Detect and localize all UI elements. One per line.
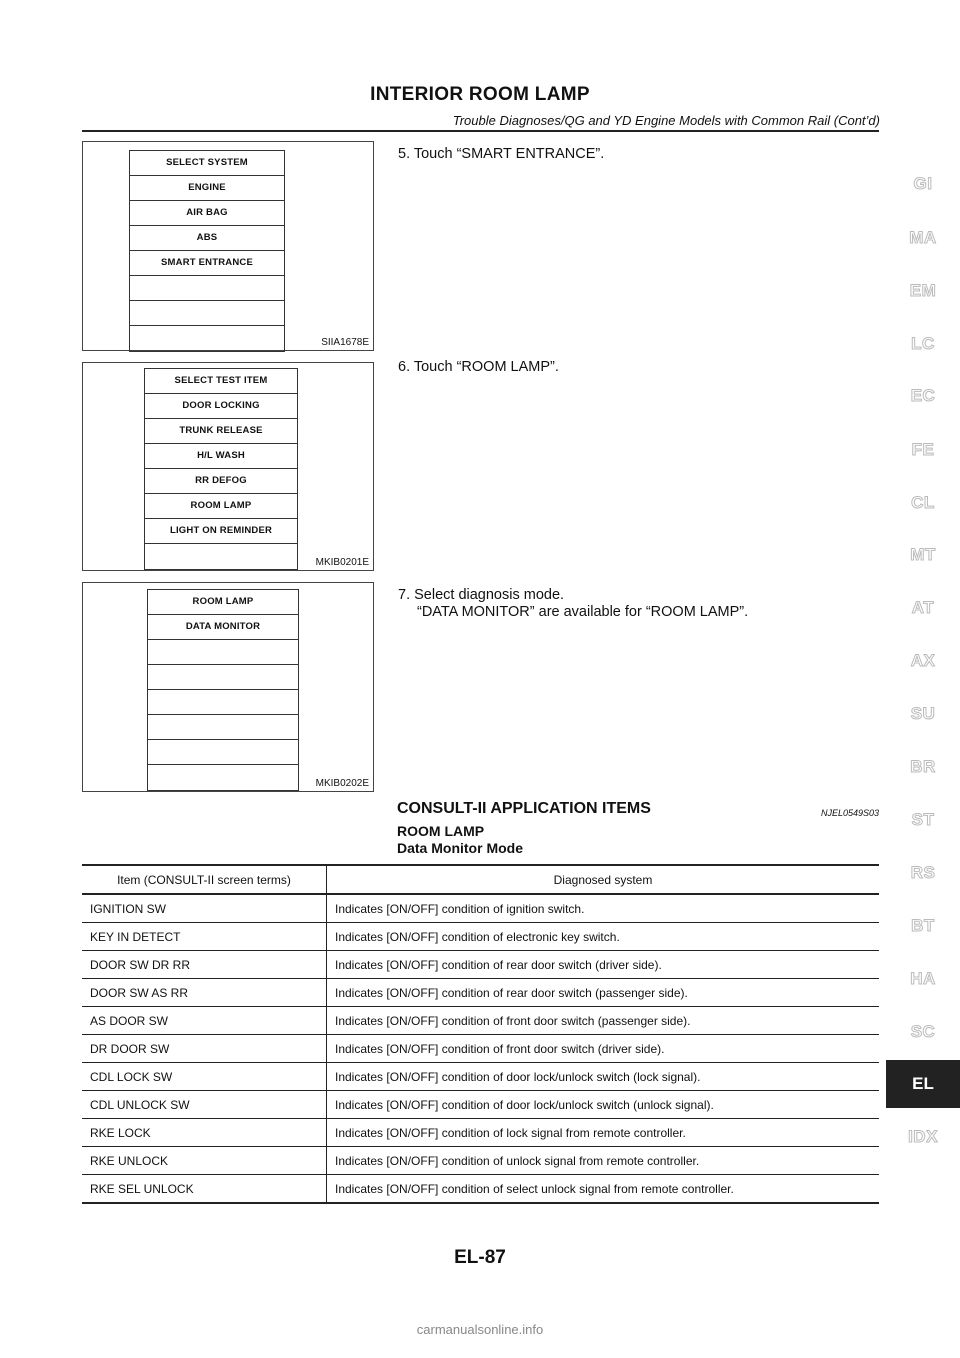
section-subtitle-mode: Data Monitor Mode: [397, 840, 523, 856]
consult-screen: [147, 589, 299, 791]
item-cell: DOOR SW DR RR: [82, 951, 327, 979]
screen-header: SELECT SYSTEM: [130, 151, 284, 176]
item-cell: RKE LOCK: [82, 1119, 327, 1147]
consult-screen: [129, 150, 285, 352]
table-row: [82, 1147, 879, 1175]
description-cell: Indicates [ON/OFF] condition of front door switch (driver side).: [327, 1035, 880, 1063]
screen-row: [130, 276, 284, 301]
screen-row: RR DEFOG: [145, 469, 297, 494]
item-cell: IGNITION SW: [82, 894, 327, 923]
screen-row: AIR BAG: [130, 201, 284, 226]
screen-row: [148, 765, 298, 790]
side-tab-st[interactable]: ST: [911, 810, 935, 829]
page-title: INTERIOR ROOM LAMP: [370, 84, 590, 105]
side-tab-fe[interactable]: FE: [911, 440, 935, 459]
side-tab-ma[interactable]: MA: [909, 228, 937, 247]
side-tab-gi[interactable]: GI: [913, 174, 933, 193]
side-tab-at[interactable]: AT: [911, 598, 935, 617]
screen-header: SELECT TEST ITEM: [145, 369, 297, 394]
description-cell: Indicates [ON/OFF] condition of front door switch (passenger side).: [327, 1007, 880, 1035]
watermark: carmanualsonline.info: [416, 1322, 544, 1337]
description-cell: Indicates [ON/OFF] condition of rear door switch (passenger side).: [327, 979, 880, 1007]
section-subtitle: ROOM LAMP: [397, 823, 485, 839]
side-tab-br[interactable]: BR: [910, 757, 936, 776]
table-row: [82, 1035, 879, 1063]
table-row: [82, 1007, 879, 1035]
figure-code: MKIB0202E: [315, 778, 369, 789]
description-cell: Indicates [ON/OFF] condition of electronic key switch.: [327, 923, 880, 951]
side-tab-sc[interactable]: SC: [910, 1022, 936, 1041]
side-tab-su[interactable]: SU: [910, 704, 936, 723]
figure-code: SIIA1678E: [321, 337, 369, 348]
description-cell: Indicates [ON/OFF] condition of door lock/unlock switch (lock signal).: [327, 1063, 880, 1091]
figure-select-system: [82, 141, 374, 351]
table-row: [82, 1119, 879, 1147]
side-tab-ha[interactable]: HA: [910, 969, 936, 988]
table-header-row: [82, 865, 879, 894]
consult-screen: [144, 368, 298, 570]
side-tab-mt[interactable]: MT: [910, 545, 936, 564]
item-cell: CDL UNLOCK SW: [82, 1091, 327, 1119]
table-row: [82, 951, 879, 979]
screen-row: ENGINE: [130, 176, 284, 201]
screen-row: DATA MONITOR: [148, 615, 298, 640]
screen-row: [148, 640, 298, 665]
page-subtitle: Trouble Diagnoses/QG and YD Engine Models with Common Rail (Cont’d): [452, 113, 880, 128]
step-5: 5. Touch “SMART ENTRANCE”.: [398, 146, 605, 162]
column-header-system: Diagnosed system: [327, 865, 880, 894]
item-cell: KEY IN DETECT: [82, 923, 327, 951]
table-row: [82, 979, 879, 1007]
screen-row: TRUNK RELEASE: [145, 419, 297, 444]
step-7: [398, 587, 748, 620]
header-divider: [82, 130, 879, 132]
step-7-text: 7. Select diagnosis mode.: [398, 587, 565, 603]
item-cell: AS DOOR SW: [82, 1007, 327, 1035]
screen-row: [148, 715, 298, 740]
side-tab-bt[interactable]: BT: [911, 916, 935, 935]
description-cell: Indicates [ON/OFF] condition of select unlock signal from remote controller.: [327, 1175, 880, 1204]
screen-row: ABS: [130, 226, 284, 251]
side-tab-ec[interactable]: EC: [910, 386, 936, 405]
side-tab-el-active[interactable]: EL: [886, 1060, 960, 1108]
item-cell: DOOR SW AS RR: [82, 979, 327, 1007]
figure-room-lamp-mode: [82, 582, 374, 792]
figure-code: MKIB0201E: [315, 557, 369, 568]
description-cell: Indicates [ON/OFF] condition of ignition switch.: [327, 894, 880, 923]
description-cell: Indicates [ON/OFF] condition of lock signal from remote controller.: [327, 1119, 880, 1147]
column-header-item: Item (CONSULT-II screen terms): [82, 865, 327, 894]
page-number: EL-87: [454, 1247, 506, 1268]
figure-select-test-item: [82, 362, 374, 571]
screen-header: ROOM LAMP: [148, 590, 298, 615]
side-tab-rs[interactable]: RS: [910, 863, 936, 882]
screen-row: DOOR LOCKING: [145, 394, 297, 419]
side-tab-idx[interactable]: IDX: [908, 1127, 938, 1146]
table-row: [82, 894, 879, 923]
section-title: CONSULT-II APPLICATION ITEMS: [397, 800, 651, 817]
description-cell: Indicates [ON/OFF] condition of rear door switch (driver side).: [327, 951, 880, 979]
data-monitor-table: [82, 864, 879, 1204]
screen-row: SMART ENTRANCE: [130, 251, 284, 276]
section-reference-code: NJEL0549S03: [820, 808, 879, 818]
screen-row: H/L WASH: [145, 444, 297, 469]
screen-row: [148, 665, 298, 690]
screen-row: [130, 326, 284, 351]
side-tab-lc[interactable]: LC: [911, 334, 935, 353]
item-cell: RKE UNLOCK: [82, 1147, 327, 1175]
description-cell: Indicates [ON/OFF] condition of door lock/unlock switch (unlock signal).: [327, 1091, 880, 1119]
screen-row: [148, 690, 298, 715]
step-7-note: “DATA MONITOR” are available for “ROOM LAMP”.: [417, 604, 749, 620]
side-tab-ax[interactable]: AX: [910, 651, 936, 670]
screen-row: [130, 301, 284, 326]
table-row: [82, 1063, 879, 1091]
table-row: [82, 1175, 879, 1204]
side-tab-em[interactable]: EM: [909, 281, 937, 300]
screen-row: LIGHT ON REMINDER: [145, 519, 297, 544]
description-cell: Indicates [ON/OFF] condition of unlock signal from remote controller.: [327, 1147, 880, 1175]
step-6: 6. Touch “ROOM LAMP”.: [398, 359, 559, 375]
screen-row: [148, 740, 298, 765]
item-cell: DR DOOR SW: [82, 1035, 327, 1063]
side-tab-cl[interactable]: CL: [911, 493, 935, 512]
table-row: [82, 923, 879, 951]
screen-row: [145, 544, 297, 569]
item-cell: CDL LOCK SW: [82, 1063, 327, 1091]
item-cell: RKE SEL UNLOCK: [82, 1175, 327, 1204]
table-row: [82, 1091, 879, 1119]
screen-row: ROOM LAMP: [145, 494, 297, 519]
